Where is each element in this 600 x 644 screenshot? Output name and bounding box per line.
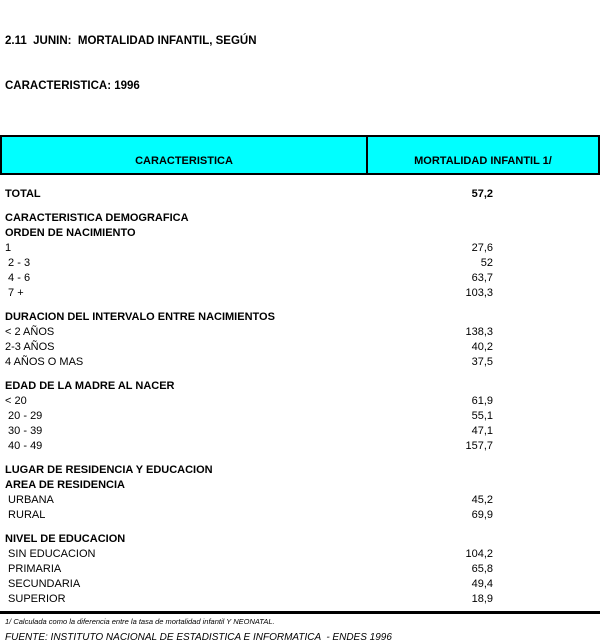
table-row bbox=[0, 325, 600, 340]
section-heading: DURACION DEL INTERVALO ENTRE NACIMIENTOS bbox=[5, 311, 275, 323]
row-value: 52 bbox=[480, 257, 493, 269]
row-label: RURAL bbox=[5, 509, 46, 521]
bottom-rule bbox=[0, 611, 600, 614]
row-label: < 20 bbox=[5, 395, 27, 407]
section-heading: ORDEN DE NACIMIENTO bbox=[5, 227, 136, 239]
table-row bbox=[0, 355, 600, 370]
row-value: 37,5 bbox=[471, 356, 493, 368]
table-row bbox=[0, 409, 600, 424]
table-row bbox=[0, 340, 600, 355]
table-row bbox=[0, 256, 600, 271]
row-value: 63,7 bbox=[471, 272, 493, 284]
row-label: 30 - 39 bbox=[5, 425, 43, 437]
section-heading: EDAD DE LA MADRE AL NACER bbox=[5, 380, 175, 392]
row-label: PRIMARIA bbox=[5, 563, 62, 575]
row-label: 40 - 49 bbox=[5, 440, 43, 452]
row-label: 4 AÑOS O MAS bbox=[5, 356, 84, 368]
row-value: 49,4 bbox=[471, 578, 493, 590]
section-heading: LUGAR DE RESIDENCIA Y EDUCACION bbox=[5, 464, 213, 476]
row-label: SIN EDUCACION bbox=[5, 548, 96, 560]
table-row bbox=[0, 394, 600, 409]
table-section bbox=[0, 532, 600, 607]
row-value: 65,8 bbox=[471, 563, 493, 575]
table-section bbox=[0, 379, 600, 454]
table-row bbox=[0, 577, 600, 592]
table-row bbox=[0, 286, 600, 301]
total-row bbox=[0, 187, 600, 202]
title-line-1: 2.11 JUNIN: MORTALIDAD INFANTIL, SEGÚN bbox=[5, 35, 257, 47]
row-label: 7 + bbox=[5, 287, 24, 299]
table-row bbox=[0, 424, 600, 439]
footnote: 1/ Calculada como la diferencia entre la tasa de mortalidad infantil Y NEONATAL. bbox=[5, 617, 275, 626]
column-header-caracteristica: CARACTERISTICA bbox=[2, 137, 368, 173]
table-row bbox=[0, 439, 600, 454]
section-heading: NIVEL DE EDUCACION bbox=[5, 533, 126, 545]
row-label: 1 bbox=[5, 242, 12, 254]
row-value: 45,2 bbox=[471, 494, 493, 506]
total-label: TOTAL bbox=[5, 188, 41, 200]
row-label: 20 - 29 bbox=[5, 410, 43, 422]
row-value: 40,2 bbox=[471, 341, 493, 353]
title-line-2: CARACTERISTICA: 1996 bbox=[5, 80, 140, 92]
section-heading: CARACTERISTICA DEMOGRAFICA bbox=[5, 212, 189, 224]
row-label: 2 - 3 bbox=[5, 257, 31, 269]
row-label: SUPERIOR bbox=[5, 593, 66, 605]
report-title bbox=[0, 0, 600, 124]
table-header bbox=[0, 135, 600, 175]
row-label: < 2 AÑOS bbox=[5, 326, 55, 338]
row-value: 47,1 bbox=[471, 425, 493, 437]
row-label: SECUNDARIA bbox=[5, 578, 81, 590]
table-row bbox=[0, 241, 600, 256]
row-value: 27,6 bbox=[471, 242, 493, 254]
row-label: URBANA bbox=[5, 494, 54, 506]
row-value: 18,9 bbox=[471, 593, 493, 605]
row-value: 55,1 bbox=[471, 410, 493, 422]
table-section bbox=[0, 211, 600, 301]
row-value: 103,3 bbox=[465, 287, 493, 299]
row-value: 61,9 bbox=[471, 395, 493, 407]
table-section bbox=[0, 310, 600, 370]
table-row bbox=[0, 493, 600, 508]
section-heading: AREA DE RESIDENCIA bbox=[5, 479, 125, 491]
column-header-mortalidad-infantil: MORTALIDAD INFANTIL 1/ bbox=[414, 155, 552, 167]
table-row bbox=[0, 508, 600, 523]
row-value: 104,2 bbox=[465, 548, 493, 560]
table-row bbox=[0, 562, 600, 577]
table-row bbox=[0, 592, 600, 607]
row-label: 4 - 6 bbox=[5, 272, 31, 284]
total-value: 57,2 bbox=[471, 188, 493, 200]
row-value: 157,7 bbox=[465, 440, 493, 452]
table-row bbox=[0, 271, 600, 286]
table-body bbox=[0, 211, 600, 607]
table-section bbox=[0, 463, 600, 523]
source-line: FUENTE: INSTITUTO NACIONAL DE ESTADISTICA E INFORMATICA - ENDES 1996 bbox=[5, 632, 392, 643]
row-value: 138,3 bbox=[465, 326, 493, 338]
row-value: 69,9 bbox=[471, 509, 493, 521]
table-row bbox=[0, 547, 600, 562]
row-label: 2-3 AÑOS bbox=[5, 341, 55, 353]
